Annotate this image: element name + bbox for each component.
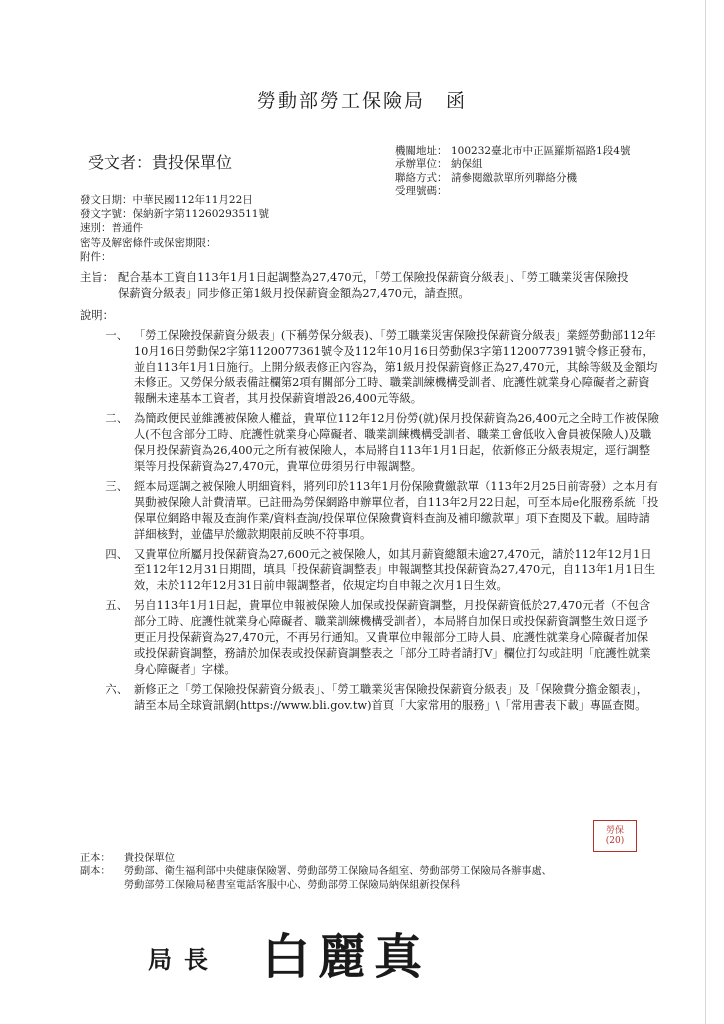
recipient: 受文者：貴投保單位: [88, 153, 233, 172]
subject-text: 配合基本工資自113年1月1日起調整為27,470元，「勞工保險投保薪資分級表」、「勞工職業災害保險投保薪資分級表」同步修正第1級月投保薪資金額為27,470元，請查照。: [118, 271, 629, 300]
explain-item: 二、 為簡政便民並維護被保險人權益，貴單位112年12月份勞(就)保月投保薪資為26,400元之全時工作被保險人(不包含部分工時、庇護性就業身心障礙者、職業訓練機構受訓者、職業工會低收入會員被保險人)及職保月投保薪資為26,400元之所有被保險人，本局將自113年1月1日起，依新修正分級表規定，逕行調整渠等月投保薪資為27,470元，貴單位毋須另行申報調整。: [105, 412, 659, 473]
contact-receipt: 受理號碼：: [395, 185, 448, 198]
copy-recipients: 副本： 勞動部、衛生福利部中央健康保險署、勞動部勞工保險局各組室、勞動部勞工保險局各辦事處、: [80, 866, 552, 878]
issue-number: 發文字號：保納新字第11260293511號: [80, 208, 269, 221]
subject-label: 主旨：: [80, 271, 114, 284]
explain-item: 五、 另自113年1月1日起，貴單位申報被保險人加保或投保薪資調整，月投保薪資低於27,470元者（不包含部分工時、庇護性就業身心障礙者、職業訓練機構受訓者），本局將自加保日或投保薪資調整生效日逕予更正月投保薪資為27,470元，不再另行通知。又貴單位申報部分工時人員、庇護性就業身心障礙者加保或投保薪資調整，務請於加保表或投保薪資調整表之「部分工時者請打V」欄位打勾或註明「庇護性就業身心障礙者」字樣。: [105, 599, 651, 676]
issue-date: 發文日期：中華民國112年11月22日: [80, 194, 253, 206]
explain-item: 四、 又貴單位所屬月投保薪資為27,600元之被保險人，如其月薪資總額未逾27,470元，請於112年12月1日至112年12月31日期間，填具「投保薪資調整表」申報調整其投保薪資為27,470元，自113年1月1日生效，未於112年12月31日前申報調整者，依規定均自申報之次月1日生效。: [105, 547, 656, 593]
attachments: 附件：: [80, 250, 112, 263]
explain-item: 三、 經本局逕調之被保險人明細資料，將列印於113年1月份保險費繳款單（113年2月25日前寄發）之本月有異動被保險人計費清單。已註冊為勞保網路申辦單位者，自113年2月22日起，可至本局e化服務系統「投保單位網路申報及查詢作業/資料查詢/投保單位保險費資料查詢及補印繳款單」項下查閱及下載。屆時請詳細核對，並儘早於繳款期限前反映不符事項。: [105, 479, 659, 541]
letter-body: [80, 270, 680, 714]
distribution-list: [80, 852, 552, 892]
signature: 白麗真: [262, 929, 431, 985]
urgency: 速別：普通件: [80, 222, 143, 235]
contact-address: 機關地址： 100232臺北市中正區羅斯福路1段4號: [395, 145, 631, 157]
contact-method: 聯絡方式： 請參閱繳款單所列聯絡分機: [395, 171, 577, 184]
explain-item: 一、 「勞工保險投保薪資分級表」(下稱勞保分級表)、「勞工職業災害保險投保薪資分級表」業經勞動部112年10月16日勞動保2字第1120077361號令及112年10月16日勞動保3字第1120077391號令修正發布，並自113年1月1日施行。上開分級表修正內容為，第1級月投保薪資修正為27,470元，其餘等級及金額均未修正。又勞保分級表備註欄第2項有關部分工時、職業訓練機構受訓者、庇護性就業身心障礙者之薪資報酬未達基本工資者，其月投保薪資增設26,400元等級。: [105, 328, 658, 406]
contact-unit: 承辦單位： 納保組: [395, 158, 483, 171]
seal-stamp: 勞保 (20): [593, 820, 637, 852]
subject: [80, 270, 680, 302]
confidentiality: 密等及解密條件或保密期限：: [80, 236, 217, 249]
page-edge-divider: [705, 0, 706, 1024]
contact-block: [395, 145, 630, 199]
original-recipient: 正本： 貴投保單位: [80, 853, 175, 864]
explain-item: 六、 新修正之「勞工保險投保薪資分級表」、「勞工職業災害保險投保薪資分級表」及「保險費分擔金額表」，請至本局全球資訊網(https://www.bli.gov.tw)首頁「大家常用的服務」\「常用書表下載」專區查閱。: [105, 682, 649, 712]
letter-title: 勞動部勞工保險局 函: [256, 90, 467, 112]
signatory-title: 局長: [148, 945, 220, 974]
copy-recipients-cont: 勞動部勞工保險局秘書室電話客服中心、勞動部勞工保險局納保組新投保科: [124, 879, 461, 891]
document-meta: [80, 193, 269, 264]
explain-label: 說明：: [80, 308, 114, 322]
